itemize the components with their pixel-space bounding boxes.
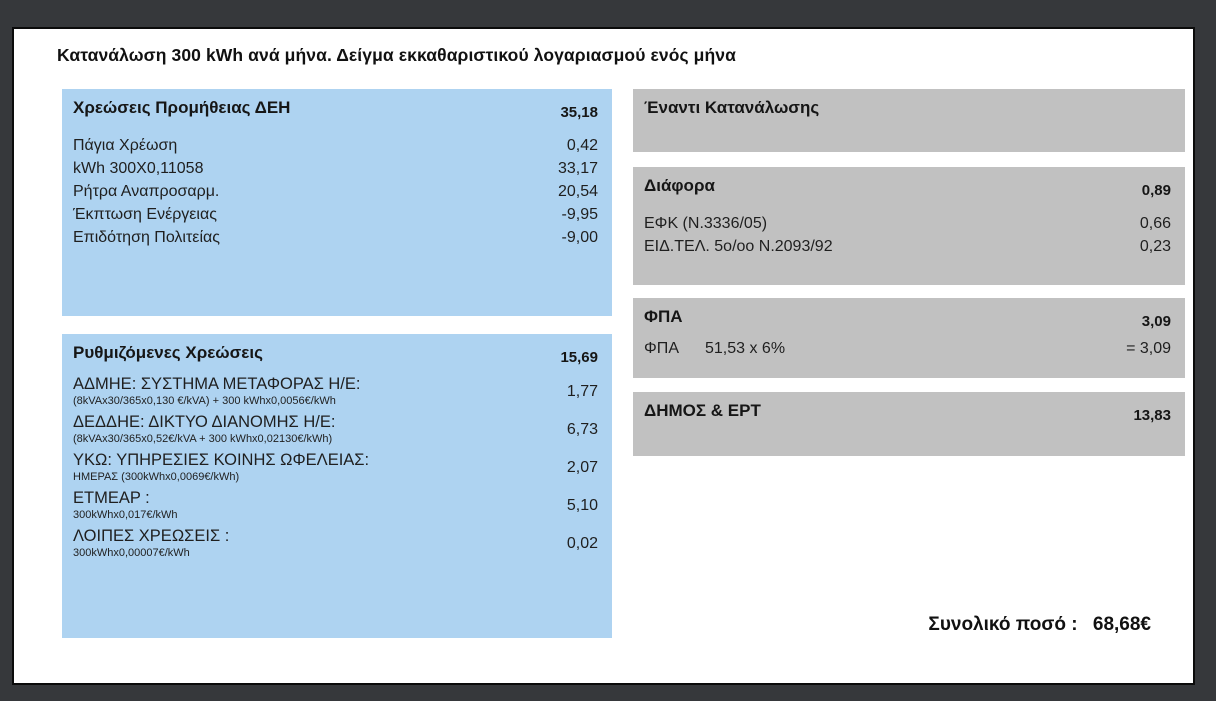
charge-row bbox=[73, 203, 598, 226]
charge-value: 0,23 bbox=[1139, 238, 1171, 255]
page-title: Κατανάλωση 300 kWh ανά μήνα. Δείγμα εκκαθαριστικού λογαριασμού ενός μήνα bbox=[57, 45, 736, 65]
against-consumption-box bbox=[633, 89, 1185, 152]
charge-row bbox=[644, 212, 1171, 235]
grand-total-label: Συνολικό ποσό : bbox=[928, 614, 1078, 635]
charge-formula: 300kWhx0,017€/kWh bbox=[73, 509, 178, 521]
charge-row bbox=[73, 134, 598, 157]
charge-label: ΔΕΔΔΗΕ: ΔΙΚΤΥΟ ΔΙΑΝΟΜΗΣ Η/Ε: bbox=[73, 413, 336, 431]
charge-row bbox=[644, 235, 1171, 258]
against-consumption-header bbox=[633, 89, 1185, 118]
charge-row bbox=[73, 180, 598, 203]
charge-value: -9,95 bbox=[561, 206, 598, 223]
charge-label: Πάγια Χρέωση bbox=[73, 137, 178, 154]
charge-row bbox=[73, 412, 598, 447]
charge-label: Ρήτρα Αναπροσαρμ. bbox=[73, 183, 220, 200]
miscellaneous-total: 0,89 bbox=[1141, 182, 1171, 199]
regulated-charges-total: 15,69 bbox=[560, 349, 598, 366]
charge-row bbox=[73, 488, 598, 523]
regulated-charges-header bbox=[62, 334, 612, 366]
vat-calculation-row bbox=[633, 327, 1185, 358]
vat-total: 3,09 bbox=[1141, 313, 1171, 330]
regulated-charges-box bbox=[62, 334, 612, 638]
vat-calc-formula: 51,53 x 6% bbox=[705, 340, 786, 357]
charge-label: ΥΚΩ: ΥΠΗΡΕΣΙΕΣ ΚΟΙΝΗΣ ΩΦΕΛΕΙΑΣ: bbox=[73, 451, 370, 469]
supply-charges-rows bbox=[62, 118, 612, 249]
charge-label: ΛΟΙΠΕΣ ΧΡΕΩΣΕΙΣ : bbox=[73, 527, 230, 545]
charge-row bbox=[73, 450, 598, 485]
vat-calc-result: = 3,09 bbox=[1126, 340, 1171, 357]
miscellaneous-box bbox=[633, 167, 1185, 285]
municipality-ert-box bbox=[633, 392, 1185, 456]
supply-charges-title: Χρεώσεις Προμήθειας ΔΕΗ bbox=[73, 98, 291, 117]
municipality-ert-header bbox=[633, 392, 1185, 424]
charge-value: 0,02 bbox=[566, 534, 598, 552]
charge-label: ΑΔΜΗΕ: ΣΥΣΤΗΜΑ ΜΕΤΑΦΟΡΑΣ Η/Ε: bbox=[73, 375, 361, 393]
charge-label: ΕΤΜΕΑΡ : bbox=[73, 489, 150, 507]
charge-value: 5,10 bbox=[566, 496, 598, 514]
regulated-charges-title: Ρυθμιζόμενες Χρεώσεις bbox=[73, 343, 263, 362]
charge-formula: (8kVAx30/365x0,130 €/kVA) + 300 kWhx0,0056€/kWh bbox=[73, 395, 336, 407]
charge-value: 0,66 bbox=[1139, 215, 1171, 232]
supply-charges-header bbox=[62, 89, 612, 121]
against-consumption-title: Έναντι Κατανάλωσης bbox=[644, 98, 820, 117]
charge-value: 20,54 bbox=[557, 183, 598, 200]
charge-row bbox=[73, 157, 598, 180]
charge-label: ΕΦΚ (Ν.3336/05) bbox=[644, 215, 768, 232]
charge-value: 1,77 bbox=[566, 382, 598, 400]
charge-label: kWh 300X0,11058 bbox=[73, 160, 204, 177]
miscellaneous-title: Διάφορα bbox=[644, 176, 715, 195]
charge-row bbox=[73, 226, 598, 249]
supply-charges-total: 35,18 bbox=[560, 104, 598, 121]
municipality-ert-total: 13,83 bbox=[1133, 407, 1171, 424]
charge-formula: (8kVAx30/365x0,52€/kVA + 300 kWhx0,02130€/kWh) bbox=[73, 433, 333, 445]
vat-calc-label: ΦΠΑ bbox=[644, 340, 679, 357]
charge-value: 33,17 bbox=[557, 160, 598, 177]
miscellaneous-header bbox=[633, 167, 1185, 199]
charge-value: 2,07 bbox=[566, 458, 598, 476]
charge-formula: 300kWhx0,00007€/kWh bbox=[73, 547, 190, 559]
charge-formula: ΗΜΕΡΑΣ (300kWhx0,0069€/kWh) bbox=[73, 471, 240, 483]
municipality-ert-title: ΔΗΜΟΣ & ΕΡΤ bbox=[644, 401, 761, 420]
charge-value: 6,73 bbox=[566, 420, 598, 438]
charge-label: Έκπτωση Ενέργειας bbox=[73, 206, 217, 223]
vat-box bbox=[633, 298, 1185, 378]
supply-charges-box bbox=[62, 89, 612, 316]
charge-row bbox=[73, 526, 598, 561]
charge-label: Επιδότηση Πολιτείας bbox=[73, 229, 220, 246]
grand-total-value: 68,68€ bbox=[1092, 614, 1151, 635]
regulated-charges-rows bbox=[62, 363, 612, 561]
slide-page bbox=[12, 27, 1195, 685]
vat-title: ΦΠΑ bbox=[644, 307, 683, 326]
charge-value: -9,00 bbox=[561, 229, 598, 246]
miscellaneous-rows bbox=[633, 196, 1185, 258]
charge-row bbox=[73, 374, 598, 409]
grand-total bbox=[633, 614, 1185, 636]
charge-label: ΕΙΔ.ΤΕΛ. 5ο/οο Ν.2093/92 bbox=[644, 238, 833, 255]
vat-header bbox=[633, 298, 1185, 330]
charge-value: 0,42 bbox=[566, 137, 598, 154]
